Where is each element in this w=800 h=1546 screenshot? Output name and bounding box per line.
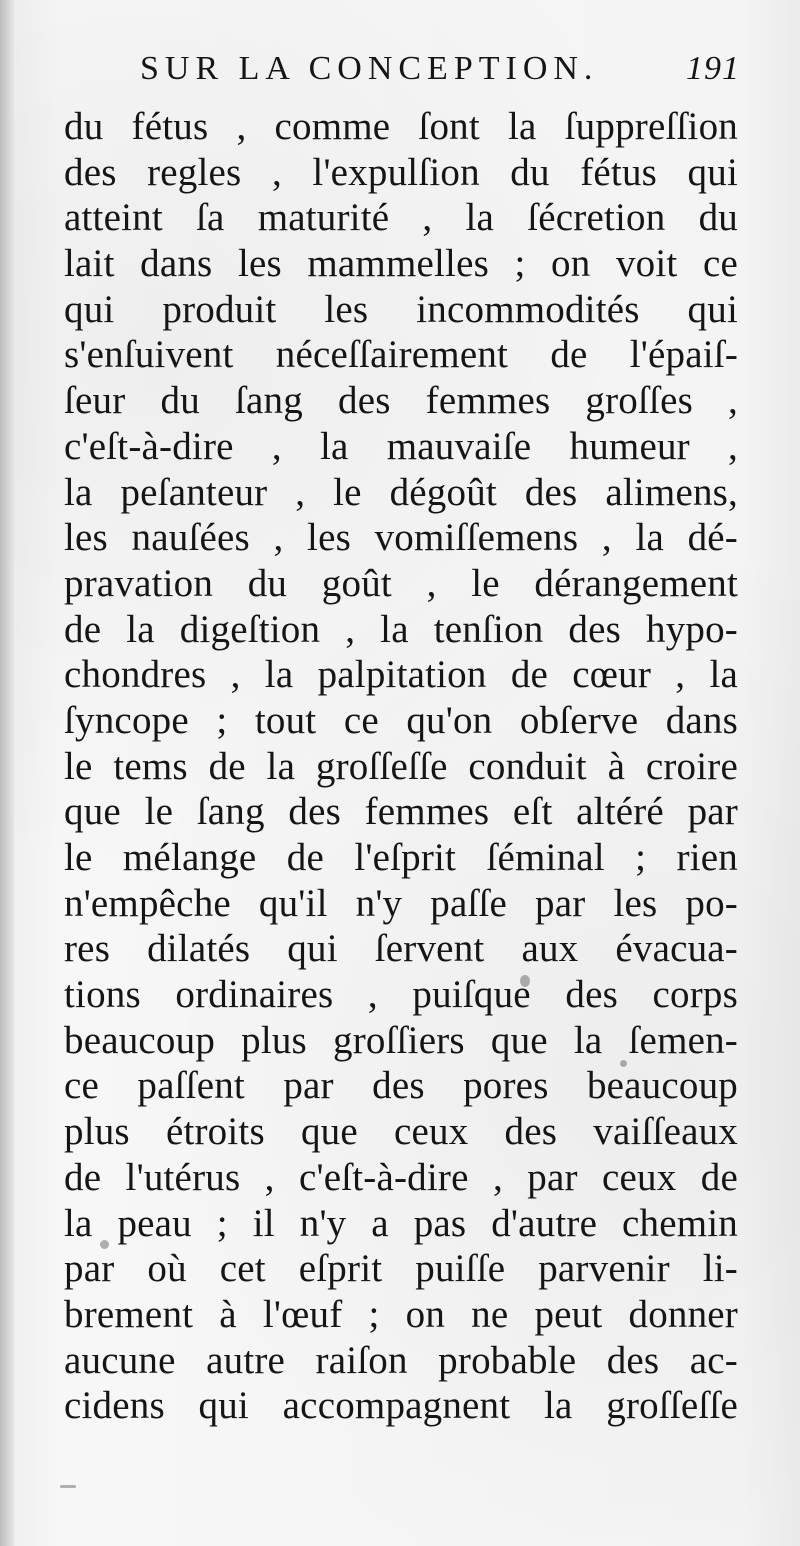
text-line: n'empêche qu'il n'y paſſe par les po- xyxy=(64,881,738,925)
text-line: qui produit les incommodités qui xyxy=(64,287,738,331)
body-text xyxy=(64,104,738,1429)
text-line: par où cet eſprit puiſſe parvenir li- xyxy=(64,1247,738,1291)
text-line: plus étroits que ceux des vaiſſeaux xyxy=(64,1110,738,1154)
text-line: c'eſt-à-dire , la mauvaiſe humeur , xyxy=(64,424,738,468)
text-line: atteint ſa maturité , la ſécretion du xyxy=(64,196,738,240)
text-line: de la digeſtion , la tenſion des hypo- xyxy=(64,607,738,651)
text-line: brement à l'œuf ; on ne peut donner xyxy=(64,1292,738,1336)
text-line: le tems de la groſſeſſe conduit à croire xyxy=(64,744,738,788)
text-line: la peau ; il n'y a pas d'autre chemin xyxy=(64,1201,738,1245)
text-line: tions ordinaires , puiſque des corps xyxy=(64,973,738,1017)
paper-speck xyxy=(60,1485,76,1488)
running-title: SUR LA CONCEPTION. xyxy=(140,50,599,87)
text-line: lait dans les mammelles ; on voit ce xyxy=(64,242,738,286)
text-line: cidens qui accompagnent la groſſeſſe xyxy=(64,1384,738,1428)
text-line: le mélange de l'eſprit ſéminal ; rien xyxy=(64,836,738,879)
text-line: beaucoup plus groſſiers que la ſemen- xyxy=(64,1018,738,1062)
text-line: chondres , la palpitation de cœur , la xyxy=(64,653,738,697)
text-line: de l'utérus , c'eſt-à-dire , par ceux de xyxy=(64,1155,738,1199)
running-head xyxy=(140,50,740,100)
paper-speck xyxy=(520,975,530,987)
text-line: aucune autre raiſon probable des ac- xyxy=(64,1338,738,1382)
text-line: que le ſang des femmes eſt altéré par xyxy=(64,790,738,834)
paper-speck xyxy=(100,1240,109,1249)
text-line: s'enſuivent néceſſairement de l'épaiſ- xyxy=(64,333,738,377)
text-line: les nauſées , les vomiſſemens , la dé- xyxy=(64,516,738,560)
text-line: du fétus , comme ſont la ſuppreſſion xyxy=(64,105,738,148)
text-line: la peſanteur , le dégoût des alimens, xyxy=(64,470,738,514)
page-edge-shadow xyxy=(0,0,14,1546)
paper-speck xyxy=(620,1060,627,1067)
page-number: 191 xyxy=(686,50,740,87)
text-line: ſyncope ; tout ce qu'on obſerve dans xyxy=(64,698,738,742)
text-line: pravation du goût , le dérangement xyxy=(64,561,738,605)
text-line: ce paſſent par des pores beaucoup xyxy=(64,1064,738,1108)
text-line: ſeur du ſang des femmes groſſes , xyxy=(64,379,738,423)
text-line: res dilatés qui ſervent aux évacua- xyxy=(64,927,738,971)
text-line: des regles , l'expulſion du fétus qui xyxy=(64,150,738,194)
